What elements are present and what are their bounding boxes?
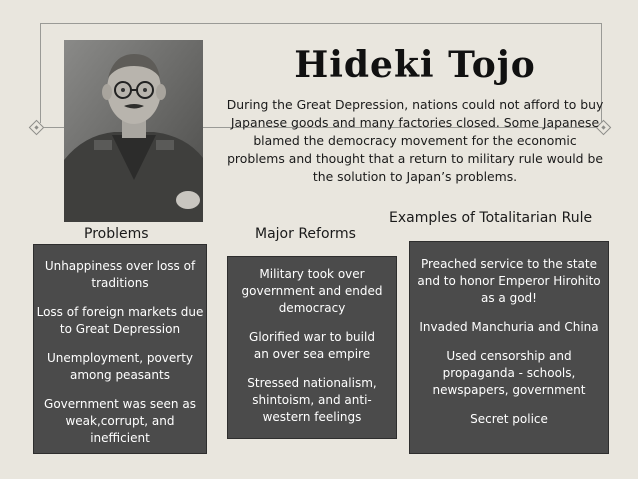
frame-left-line xyxy=(40,23,41,123)
list-item: Military took over government and ended democracy xyxy=(241,267,383,315)
problems-heading: Problems xyxy=(84,226,149,242)
slide-title: Hideki Tojo xyxy=(294,44,536,86)
list-item: Government was seen as weak,corrupt, and inefficient xyxy=(44,397,196,445)
list-item: Preached service to the state and to honor Emperor Hirohito as a god! xyxy=(417,257,601,305)
reforms-heading: Major Reforms xyxy=(255,226,356,242)
list-item: Loss of foreign markets due to Great Depression xyxy=(36,305,204,336)
portrait-photo xyxy=(64,40,203,222)
list-item: Secret police xyxy=(470,412,548,426)
list-item: Glorified war to build an over sea empire xyxy=(249,330,375,361)
intro-paragraph: During the Great Depression, nations could not afford to buy Japanese goods and many factories closed. Some Japanese blamed the democracy movement for the economic problems and thought that a return to military rule would be the solution to Japan’s problems. xyxy=(226,97,604,184)
list-item: Invaded Manchuria and China xyxy=(419,320,599,334)
examples-heading: Examples of Totalitarian Rule xyxy=(389,210,593,226)
list-item: Unhappiness over loss of traditions xyxy=(44,259,196,290)
reforms-box xyxy=(228,257,396,438)
list-item: Used censorship and propaganda - schools, newspapers, government xyxy=(432,349,586,397)
examples-box xyxy=(410,242,608,453)
left-diamond-ornament xyxy=(29,120,45,136)
list-item: Stressed nationalism, shintoism, and anti-western feelings xyxy=(247,376,377,424)
list-item: Unemployment, poverty among peasants xyxy=(46,351,194,382)
problems-box xyxy=(34,245,206,453)
frame-top-line xyxy=(40,23,602,24)
portrait-illustration xyxy=(64,40,203,222)
